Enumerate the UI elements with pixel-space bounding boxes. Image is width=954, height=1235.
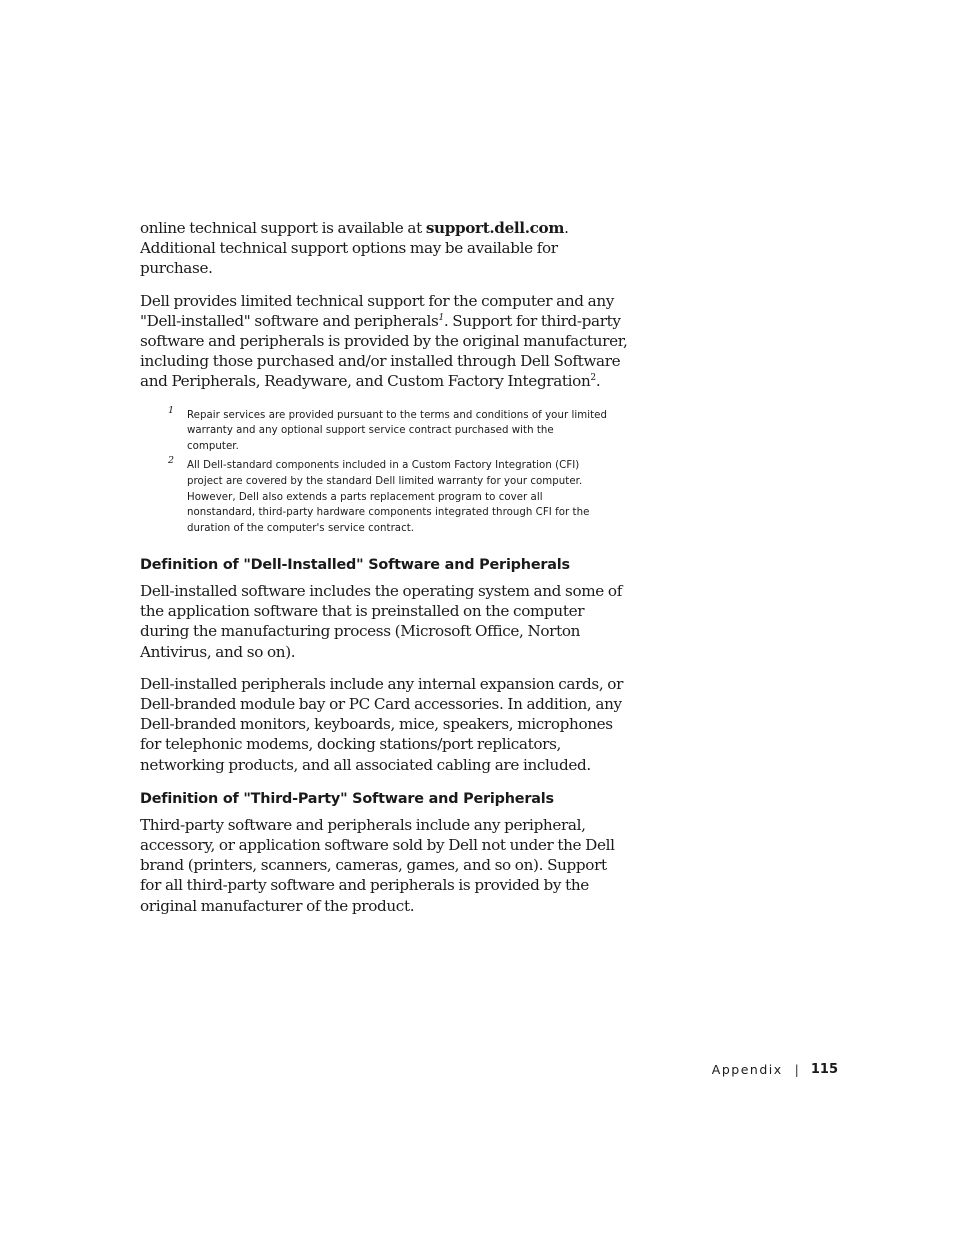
- footnote-ref-2: 2: [590, 373, 596, 384]
- footnote-number: 1: [168, 404, 175, 416]
- footer-separator: |: [794, 1062, 799, 1077]
- page-number: 115: [810, 1062, 838, 1077]
- third-party-paragraph: Third-party software and peripherals include any peripheral, accessory, or application software sold by Dell not under the Dell brand (printers, scanners, cameras, games, and so on). Support for all third-party software and peripherals is provided by the original manufacturer of the product.: [140, 815, 615, 915]
- dell-installed-software-paragraph: Dell-installed software includes the operating system and some of the application software that is preinstalled on the computer during the manufacturing process (Microsoft Office, Norton Antivirus, and so on).: [140, 582, 622, 661]
- intro-text-before-link: online technical support is available at: [140, 219, 426, 237]
- footnotes: [140, 404, 630, 537]
- dell-installed-peripherals-paragraph: Dell-installed peripherals include any internal expansion cards, or Dell-branded module bay or PC Card accessories. In addition, any Dell-branded monitors, keyboards, mice, speakers, microphones for telephonic modems, docking stations/port replicators, networking products, and all associated cabling are included.: [140, 674, 624, 774]
- footnote-ref-1: 1: [438, 312, 444, 323]
- intro-paragraph: [140, 218, 630, 279]
- footnote: [140, 404, 607, 455]
- section-heading-third-party: Definition of "Third-Party" Software and Peripherals: [140, 790, 554, 807]
- section-heading-dell-installed: Definition of "Dell-Installed" Software and Peripherals: [140, 557, 570, 573]
- support-paragraph: [140, 291, 630, 392]
- footnote-text: All Dell-standard components included in a Custom Factory Integration (CFI) project are covered by the standard Dell limited warranty for your computer. However, Dell also extends a parts replacement program to cover all nonstandard, third-party hardware components integrated through CFI for the duration of the computer's service contract.: [187, 460, 590, 535]
- footnote-number: 2: [168, 455, 175, 467]
- footer-section-name: Appendix: [711, 1062, 783, 1077]
- footnote-text: Repair services are provided pursuant to the terms and conditions of your limited warranty and any optional support service contract purchased with the computer.: [187, 409, 607, 453]
- intro-text-after-link: . Additional technical support options may be available for purchase.: [140, 219, 569, 278]
- support-text-part3: .: [595, 372, 601, 391]
- support-text-part2: . Support for third-party software and peripherals is provided by the original manufacturer, including those purchased and/or installed through Dell Software and Peripherals, Readyware, and Custom Factory Integration: [140, 311, 628, 391]
- support-text-part1: Dell provides limited technical support for the computer and any "Dell-installed" software and peripherals: [140, 291, 615, 330]
- footnote: [140, 455, 607, 537]
- page-content: [140, 218, 630, 928]
- support-link[interactable]: support.dell.com: [425, 219, 565, 237]
- page-footer: [712, 1060, 838, 1080]
